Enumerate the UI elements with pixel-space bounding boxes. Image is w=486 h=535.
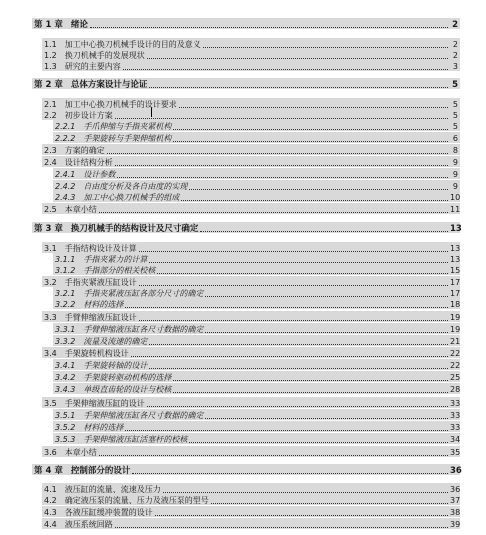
toc-entry[interactable] [0,504,461,518]
toc-entry-title: 手臂伸缩液压缸各尺寸数据的确定 [83,325,204,334]
toc-entry-number: 1.2 [44,51,57,60]
dot-leader [115,118,448,119]
toc-entry[interactable] [0,407,461,421]
toc-page-number: 17 [450,278,461,287]
toc-entry-number: 3.4.3 [55,385,76,394]
toc-entry-title: 手架旋转驱动机构的选择 [83,373,172,382]
toc-entry-label [34,466,130,476]
dot-leader [157,273,448,274]
toc-entry-number: 2.4.1 [55,170,76,179]
toc-entry-title: 手指夹紧液压缸各部分尺寸的确定 [83,289,204,298]
toc-entry-number: 4.2 [44,496,57,505]
toc-entry-number: 3.5 [44,399,57,408]
toc-entry-label [44,244,137,254]
toc-entry-number: 1.3 [44,62,57,71]
toc-page-number: 9 [452,158,458,167]
dot-leader [205,418,448,419]
toc-page-number: 17 [450,289,461,298]
toc-entry-title: 换刀机械手的发展现状 [64,51,145,60]
dot-leader [139,320,448,321]
toc-entry-label [55,182,187,192]
toc-entry-title: 研究的主要内容 [64,62,121,71]
dot-leader [173,129,448,130]
toc-entry-number: 3.3 [44,313,57,322]
toc-entry-number: 3.2.1 [55,289,76,298]
toc-entry-number: 第 3 章 [34,224,63,234]
toc-page-number: 36 [450,485,461,494]
toc-entry-title: 手架伸缩液压缸的设计 [64,399,145,408]
toc-entry-number: 2.3 [44,146,57,155]
dot-leader [205,332,448,333]
toc-entry[interactable] [0,369,461,383]
toc-entry-title: 材料的选择 [83,423,124,432]
toc-entry-number: 第 2 章 [34,80,63,90]
toc-entry-label [55,122,171,132]
toc-entry-title: 手指结构设计及计算 [64,244,137,253]
toc-entry-label [55,134,171,144]
toc-entry[interactable] [0,142,458,156]
toc-entry[interactable] [0,166,458,180]
toc-entry-title: 本章小结 [64,205,97,214]
toc-entry[interactable] [0,178,458,192]
toc-entry-label [55,289,203,299]
toc-entry[interactable] [0,240,461,254]
dot-leader [149,344,448,345]
toc-entry-title: 手爪伸缩与手指夹紧机构 [83,122,172,131]
toc-entry-number: 2.4.3 [55,193,76,202]
toc-page-number: 35 [450,448,461,457]
toc-page-number: 18 [450,300,461,309]
toc-page-number: 13 [450,244,461,253]
toc-entry-number: 3.2 [44,278,57,287]
toc-entry-number: 3.3.2 [55,337,76,346]
toc-entry-title: 方案的确定 [64,146,105,155]
toc-page-number: 11 [450,205,461,214]
toc-entry[interactable] [0,220,462,234]
toc-entry[interactable] [0,345,461,359]
toc-entry-number: 3.5.3 [55,435,76,444]
toc-entry-label [44,146,105,156]
toc-entry-label [55,266,155,276]
toc-entry-number: 3.4.2 [55,373,76,382]
toc-page-number: 5 [452,100,458,109]
toc-entry-label [44,62,121,72]
toc-entry-title: 设计参数 [83,170,116,179]
toc-page-number: 19 [450,325,461,334]
toc-entry-title: 绪论 [70,20,88,30]
toc-entry[interactable] [0,516,461,530]
toc-entry-number: 4.1 [44,485,57,494]
dot-leader [115,527,448,528]
dot-leader [131,356,448,357]
toc-entry[interactable] [0,419,461,433]
toc-entry-title: 液压系统回路 [64,520,113,529]
toc-entry-title: 手指部分的相关校核 [83,266,156,275]
toc-entry-title: 总体方案设计与论证 [70,80,148,90]
dot-leader [125,430,448,431]
toc-page-number: 37 [450,496,461,505]
dot-leader [147,406,448,407]
toc-entry-label [44,100,177,110]
toc-entry-title: 手指夹紧力的计算 [83,255,148,264]
toc-entry-number: 1.1 [44,40,57,49]
toc-entry-label [44,278,137,288]
toc-entry-number: 2.2.2 [55,134,76,143]
toc-entry-number: 3.4 [44,349,57,358]
toc-entry-label [55,325,203,335]
dot-leader [99,455,448,456]
dot-leader [189,442,448,443]
dot-leader [139,251,448,252]
toc-entry[interactable] [0,381,461,395]
toc-entry-title: 加工中心换刀机械手的设计要求 [64,100,177,109]
toc-entry-label [55,300,123,310]
toc-page-number: 28 [450,385,461,394]
toc-page-number: 34 [450,435,461,444]
toc-entry-number: 2.4.2 [55,182,76,191]
toc-entry-title: 手架伸缩液压缸活塞杆的校核 [83,435,188,444]
toc-page-number: 5 [452,122,458,131]
dot-leader [200,231,448,232]
dot-leader [90,27,448,28]
toc-page-number: 36 [450,466,462,476]
dot-leader [147,58,448,59]
toc-entry[interactable] [0,481,461,495]
dot-leader [149,87,448,88]
toc-entry-label [44,51,145,61]
dot-leader [99,212,448,213]
toc-page-number: 22 [450,349,461,358]
toc-entry-label [34,20,88,30]
toc-entry-title: 手架旋转机构设计 [64,349,129,358]
dot-leader [211,503,448,504]
toc-page-number: 38 [450,508,461,517]
dot-leader [155,515,448,516]
toc-entry-number: 3.1.2 [55,266,76,275]
toc-entry-title: 确定液压泵的流量、压力及液压泵的型号 [64,496,209,505]
toc-page-number: 33 [450,411,461,420]
toc-entry-label [34,80,147,90]
toc-entry-title: 加工中心换刀机械手的组成 [83,193,180,202]
toc-entry-number: 第 1 章 [34,20,63,30]
toc-entry-title: 手架伸缩液压缸各尺寸数据的确定 [83,411,204,420]
toc-entry-title: 材料的选择 [83,300,124,309]
toc-entry[interactable] [0,274,461,288]
dot-leader [132,473,448,474]
toc-page-number: 8 [452,146,458,155]
toc-entry-label [55,193,179,203]
toc-entry-number: 2.2.1 [55,122,76,131]
toc-entry-title: 手臂伸缩液压缸设计 [64,313,137,322]
dot-leader [117,177,448,178]
toc-entry-title: 控制部分的设计 [70,466,131,476]
dot-leader [189,189,448,190]
toc-entry-number: 2.2 [44,111,57,120]
toc-entry-label [44,205,97,215]
toc-page-number: 6 [452,134,458,143]
toc-page-number: 33 [450,423,461,432]
dot-leader [173,392,448,393]
dot-leader [123,69,448,70]
toc-entry[interactable] [0,444,461,458]
toc-entry-number: 3.5.1 [55,411,76,420]
toc-entry[interactable] [0,16,458,30]
toc-entry-number: 3.6 [44,448,57,457]
toc-entry-number: 2.1 [44,100,57,109]
toc-entry-label [55,255,147,265]
toc-entry[interactable] [0,76,458,90]
toc-entry-number: 第 4 章 [34,466,63,476]
toc-page-number: 13 [450,255,461,264]
toc-entry-number: 2.5 [44,205,57,214]
toc-entry[interactable] [0,431,461,445]
toc-entry[interactable] [0,357,461,371]
toc-entry-label [44,111,113,121]
toc-entry-label [34,224,198,234]
dot-leader [179,107,448,108]
toc-entry[interactable] [0,96,458,110]
toc-entry[interactable] [0,395,461,409]
toc-entry-label [55,373,171,383]
dot-leader [149,368,448,369]
toc-entry-label [55,423,123,433]
toc-page-number: 2 [452,51,458,60]
toc-entry-number: 4.4 [44,520,57,529]
toc-entry-label [55,411,203,421]
toc-entry-title: 手架旋转轴的设计 [83,361,148,370]
dot-leader [149,262,448,263]
toc-entry-title: 手架旋转与手架伸缩机构 [83,134,172,143]
dot-leader [203,47,448,48]
dot-leader [163,492,448,493]
toc-entry[interactable] [0,36,458,50]
toc-entry-title: 本章小结 [64,448,97,457]
toc-entry-title: 单级直齿轮的设计与校核 [83,385,172,394]
toc-entry-label [44,520,113,530]
toc-page-number: 3 [452,62,458,71]
toc-entry-title: 流量及流速的确定 [83,337,148,346]
toc-entry-number: 3.1.1 [55,255,76,264]
toc-entry-label [44,399,145,409]
dot-leader [125,307,448,308]
toc-entry-number: 3.3.1 [55,325,76,334]
toc-entry-label [44,485,161,495]
toc-entry-title: 换刀机械手的结构设计及尺寸确定 [70,224,199,234]
toc-entry-title: 加工中心换刀机械手设计的目的及意义 [64,40,201,49]
toc-entry-label [55,170,115,180]
toc-page-number: 19 [450,313,461,322]
dot-leader [139,285,448,286]
toc-entry-label [55,385,171,395]
toc-entry-label [44,158,113,168]
toc-entry[interactable] [0,309,461,323]
toc-entry-label [44,349,129,359]
toc-page-number: 22 [450,361,461,370]
toc-page-number: 33 [450,399,461,408]
toc-entry-label [55,361,147,371]
toc-page-number: 25 [450,373,461,382]
toc-entry-label [55,435,187,445]
toc-page-number: 10 [450,193,461,202]
toc-entry-title: 手指夹紧液压缸设计 [64,278,137,287]
dot-leader [115,165,448,166]
toc-entry-label [44,313,137,323]
toc-page-number: 2 [452,40,458,49]
toc-page-number: 9 [452,170,458,179]
toc-page-number: 5 [452,80,458,90]
toc-entry[interactable] [0,333,461,347]
toc-entry[interactable] [0,462,462,476]
toc-entry-label [44,448,97,458]
dot-leader [173,141,448,142]
toc-entry-title: 各液压缸缓冲装置的设计 [64,508,153,517]
toc-entry-label [44,496,209,506]
toc-entry[interactable] [0,154,458,168]
toc-entry[interactable] [0,201,461,215]
toc-entry-number: 3.2.2 [55,300,76,309]
dot-leader [181,200,448,201]
toc-entry-title: 液压缸的流量、流速及压力 [64,485,161,494]
toc-page-number: 39 [450,520,461,529]
toc-entry-label [44,40,201,50]
toc-entry-number: 4.3 [44,508,57,517]
toc-entry-number: 2.4 [44,158,57,167]
toc-entry-number: 3.4.1 [55,361,76,370]
dot-leader [107,153,448,154]
toc-entry-label [44,508,153,518]
toc-entry-number: 3.5.2 [55,423,76,432]
toc-entry-title: 初步设计方案 [64,111,113,120]
dot-leader [173,380,448,381]
toc-entry-title: 设计结构分析 [64,158,113,167]
toc-page-number: 21 [450,337,461,346]
toc-entry[interactable] [0,321,461,335]
toc-page-number: 2 [452,20,458,30]
toc-entry-title: 自由度分析及各自由度的实现 [83,182,188,191]
toc-page-number: 13 [450,224,462,234]
toc-page-number: 9 [452,182,458,191]
toc-entry-number: 3.1 [44,244,57,253]
dot-leader [205,296,448,297]
toc-page-number: 5 [452,111,458,120]
toc-page-number: 15 [450,266,461,275]
toc-entry-label [55,337,147,347]
toc-entry[interactable] [0,130,458,144]
